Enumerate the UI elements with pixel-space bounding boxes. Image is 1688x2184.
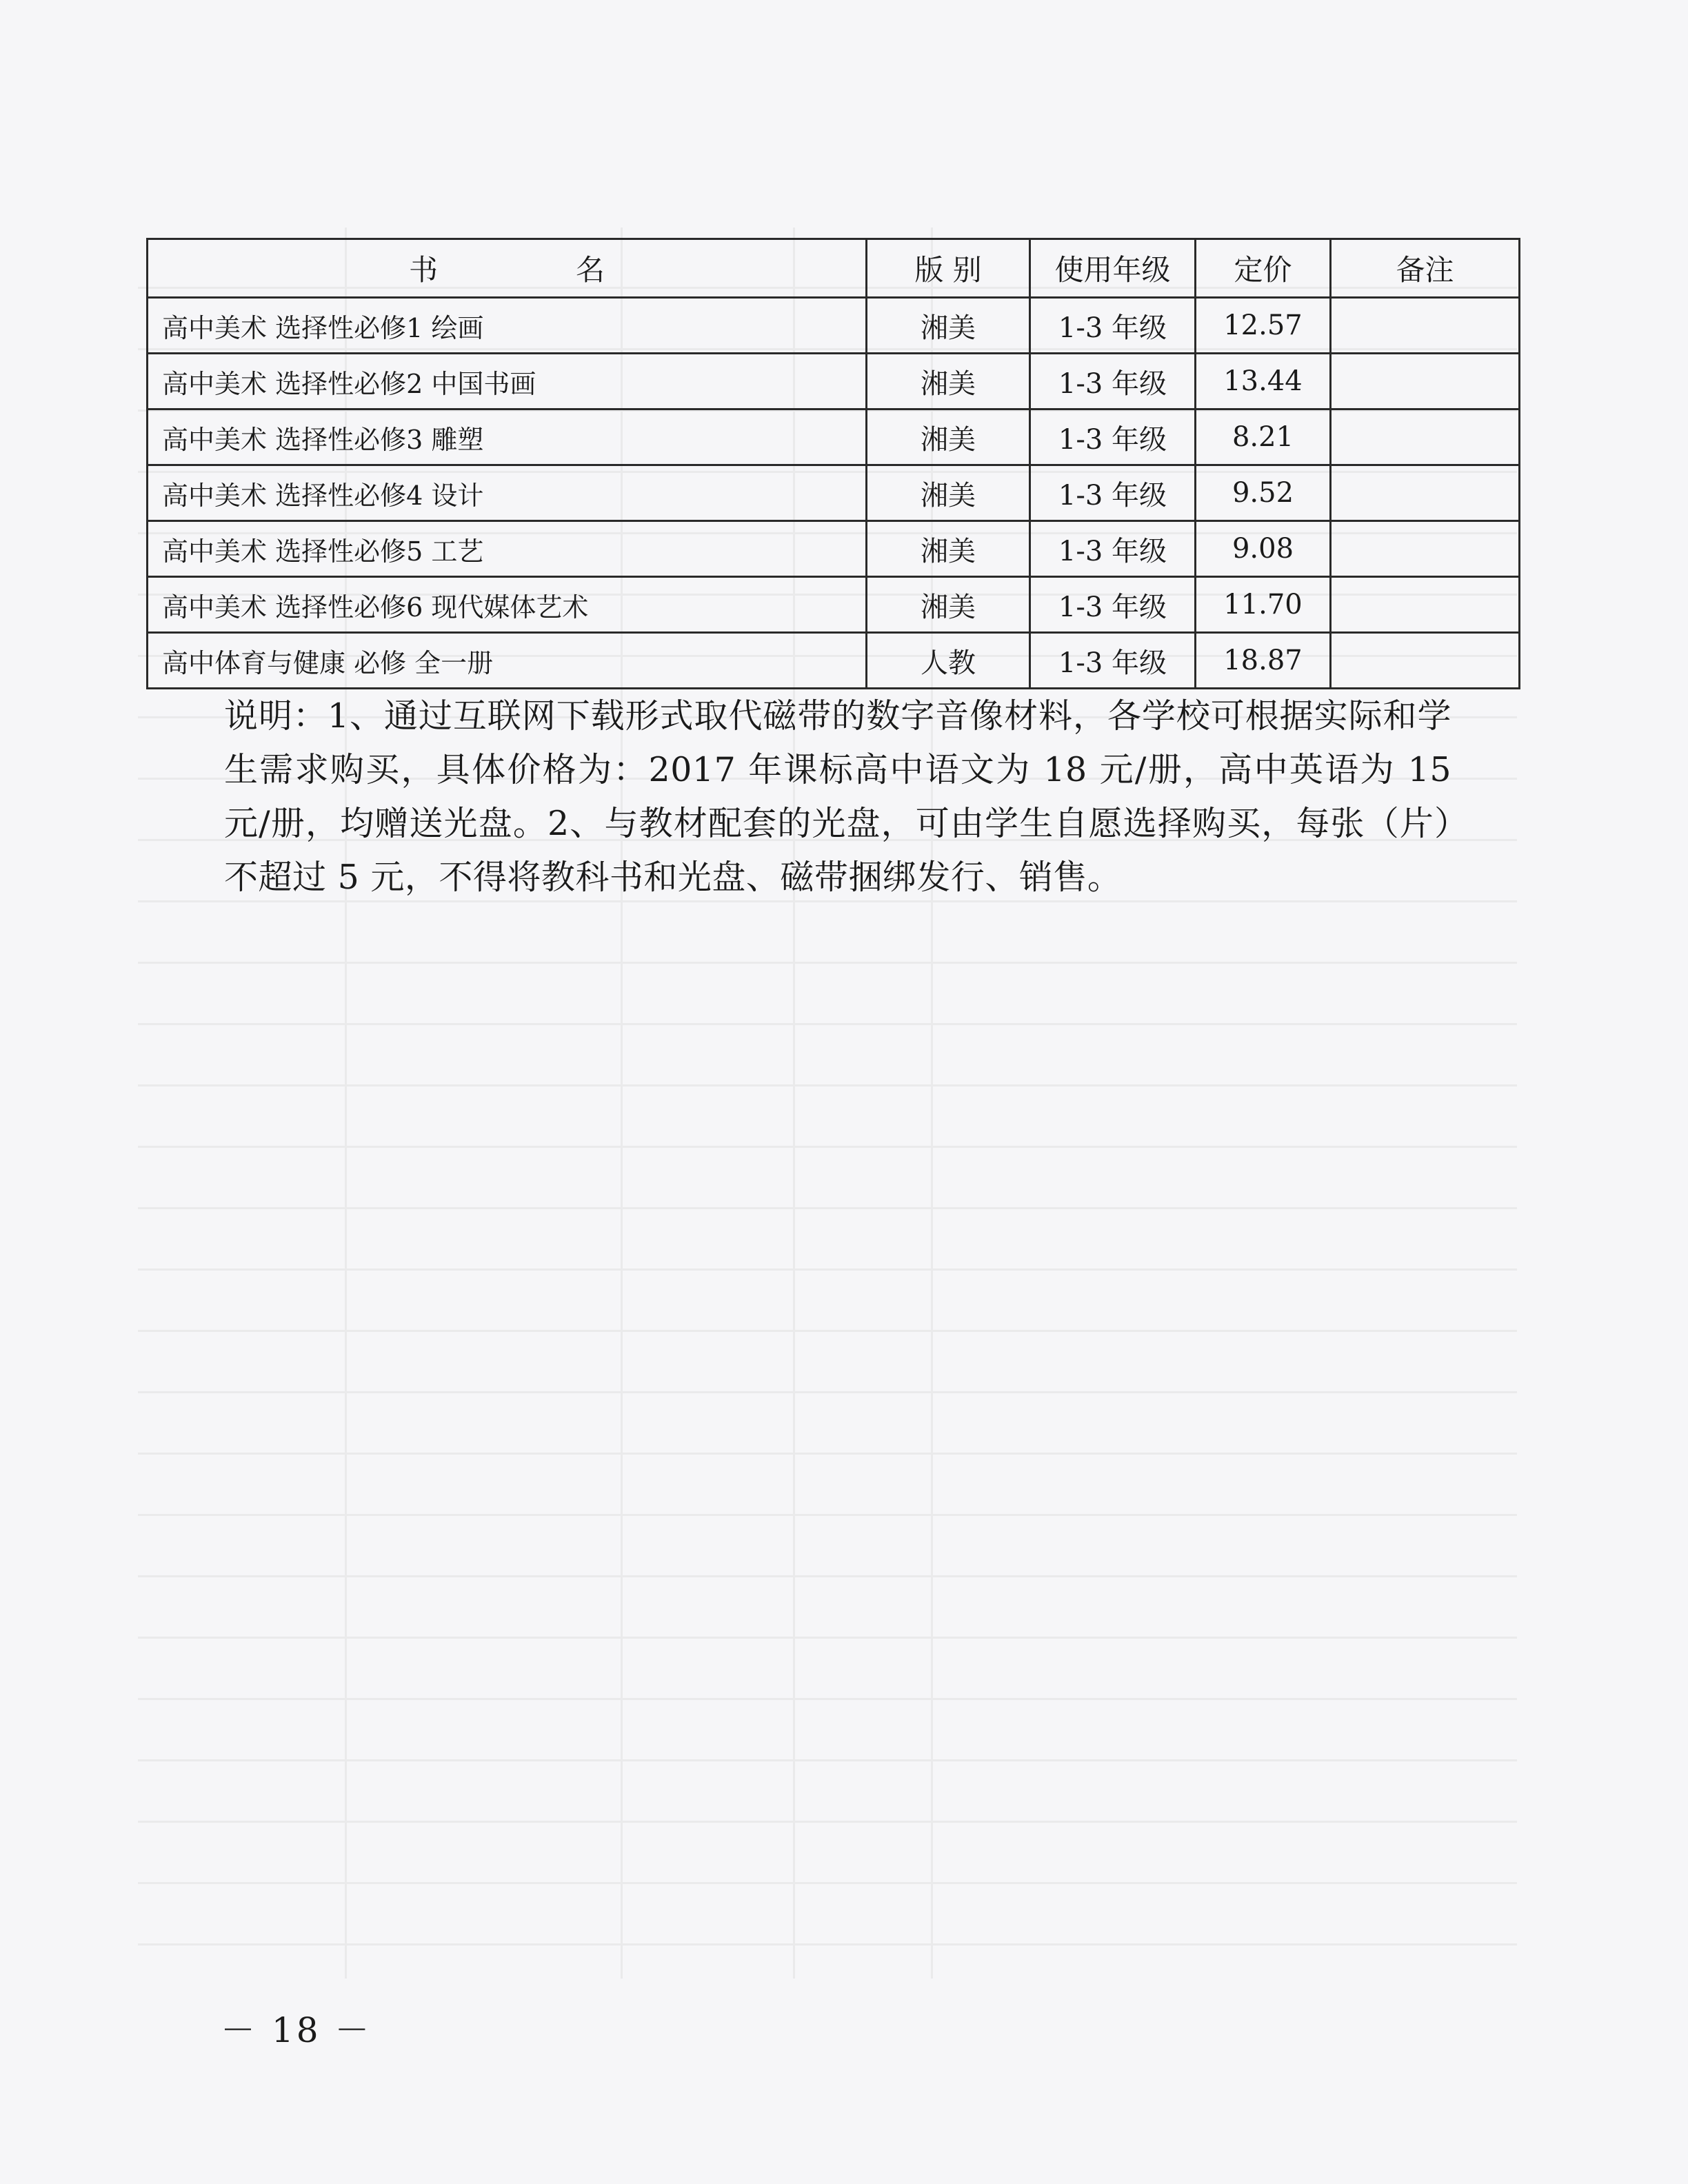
price-cell: 13.44: [1196, 354, 1331, 410]
explanatory-note: 说明：1、通过互联网下载形式取代磁带的数字音像材料，各学校可根据实际和学生需求购买，具体价格为：2017 年课标高中语文为 18 元/册，高中英语为 15 元/册，均赠送光盘。2、与教材配套的光盘，可由学生自愿选择购买，每张（片）不超过 5 元，不得将教科书和光盘、磁带捆绑发行、销售。: [224, 696, 1451, 897]
remark-cell: [1331, 298, 1520, 354]
textbook-price-table: [146, 238, 1520, 689]
book-name-cell: 高中美术 选择性必修6 现代媒体艺术: [148, 577, 867, 633]
price-cell: 12.57: [1196, 298, 1331, 354]
grade-cell: 1-3 年级: [1030, 410, 1196, 465]
header-book-name-char2: 名: [576, 253, 605, 287]
table-row: [148, 633, 1520, 689]
book-name-cell: 高中美术 选择性必修3 雕塑: [148, 410, 867, 465]
remark-cell: [1331, 577, 1520, 633]
table-row: [148, 521, 1520, 577]
table-row: [148, 410, 1520, 465]
book-name-cell: 高中体育与健康 必修 全一册: [148, 633, 867, 689]
header-book-name: [148, 239, 867, 298]
book-name-cell: 高中美术 选择性必修4 设计: [148, 465, 867, 521]
header-price: 定价: [1196, 239, 1331, 298]
header-edition: 版 别: [867, 239, 1030, 298]
edition-cell: 湘美: [867, 298, 1030, 354]
header-book-name-char1: 书: [408, 253, 438, 287]
book-name-cell: 高中美术 选择性必修5 工艺: [148, 521, 867, 577]
page-number: － 18 －: [221, 2010, 372, 2050]
price-cell: 9.52: [1196, 465, 1331, 521]
grade-cell: 1-3 年级: [1030, 465, 1196, 521]
header-grade: 使用年级: [1030, 239, 1196, 298]
edition-cell: 湘美: [867, 410, 1030, 465]
remark-cell: [1331, 521, 1520, 577]
remark-cell: [1331, 410, 1520, 465]
edition-cell: 湘美: [867, 354, 1030, 410]
grade-cell: 1-3 年级: [1030, 298, 1196, 354]
price-cell: 9.08: [1196, 521, 1331, 577]
book-name-cell: 高中美术 选择性必修1 绘画: [148, 298, 867, 354]
table-row: [148, 298, 1520, 354]
table-row: [148, 577, 1520, 633]
table-header-row: [148, 239, 1520, 298]
grade-cell: 1-3 年级: [1030, 354, 1196, 410]
book-name-cell: 高中美术 选择性必修2 中国书画: [148, 354, 867, 410]
header-remark: 备注: [1331, 239, 1520, 298]
edition-cell: 湘美: [867, 577, 1030, 633]
edition-cell: 人教: [867, 633, 1030, 689]
price-cell: 18.87: [1196, 633, 1331, 689]
remark-cell: [1331, 465, 1520, 521]
grade-cell: 1-3 年级: [1030, 521, 1196, 577]
grade-cell: 1-3 年级: [1030, 633, 1196, 689]
edition-cell: 湘美: [867, 521, 1030, 577]
remark-cell: [1331, 354, 1520, 410]
grade-cell: 1-3 年级: [1030, 577, 1196, 633]
remark-cell: [1331, 633, 1520, 689]
table-row: [148, 354, 1520, 410]
edition-cell: 湘美: [867, 465, 1030, 521]
table-row: [148, 465, 1520, 521]
price-cell: 8.21: [1196, 410, 1331, 465]
price-cell: 11.70: [1196, 577, 1331, 633]
